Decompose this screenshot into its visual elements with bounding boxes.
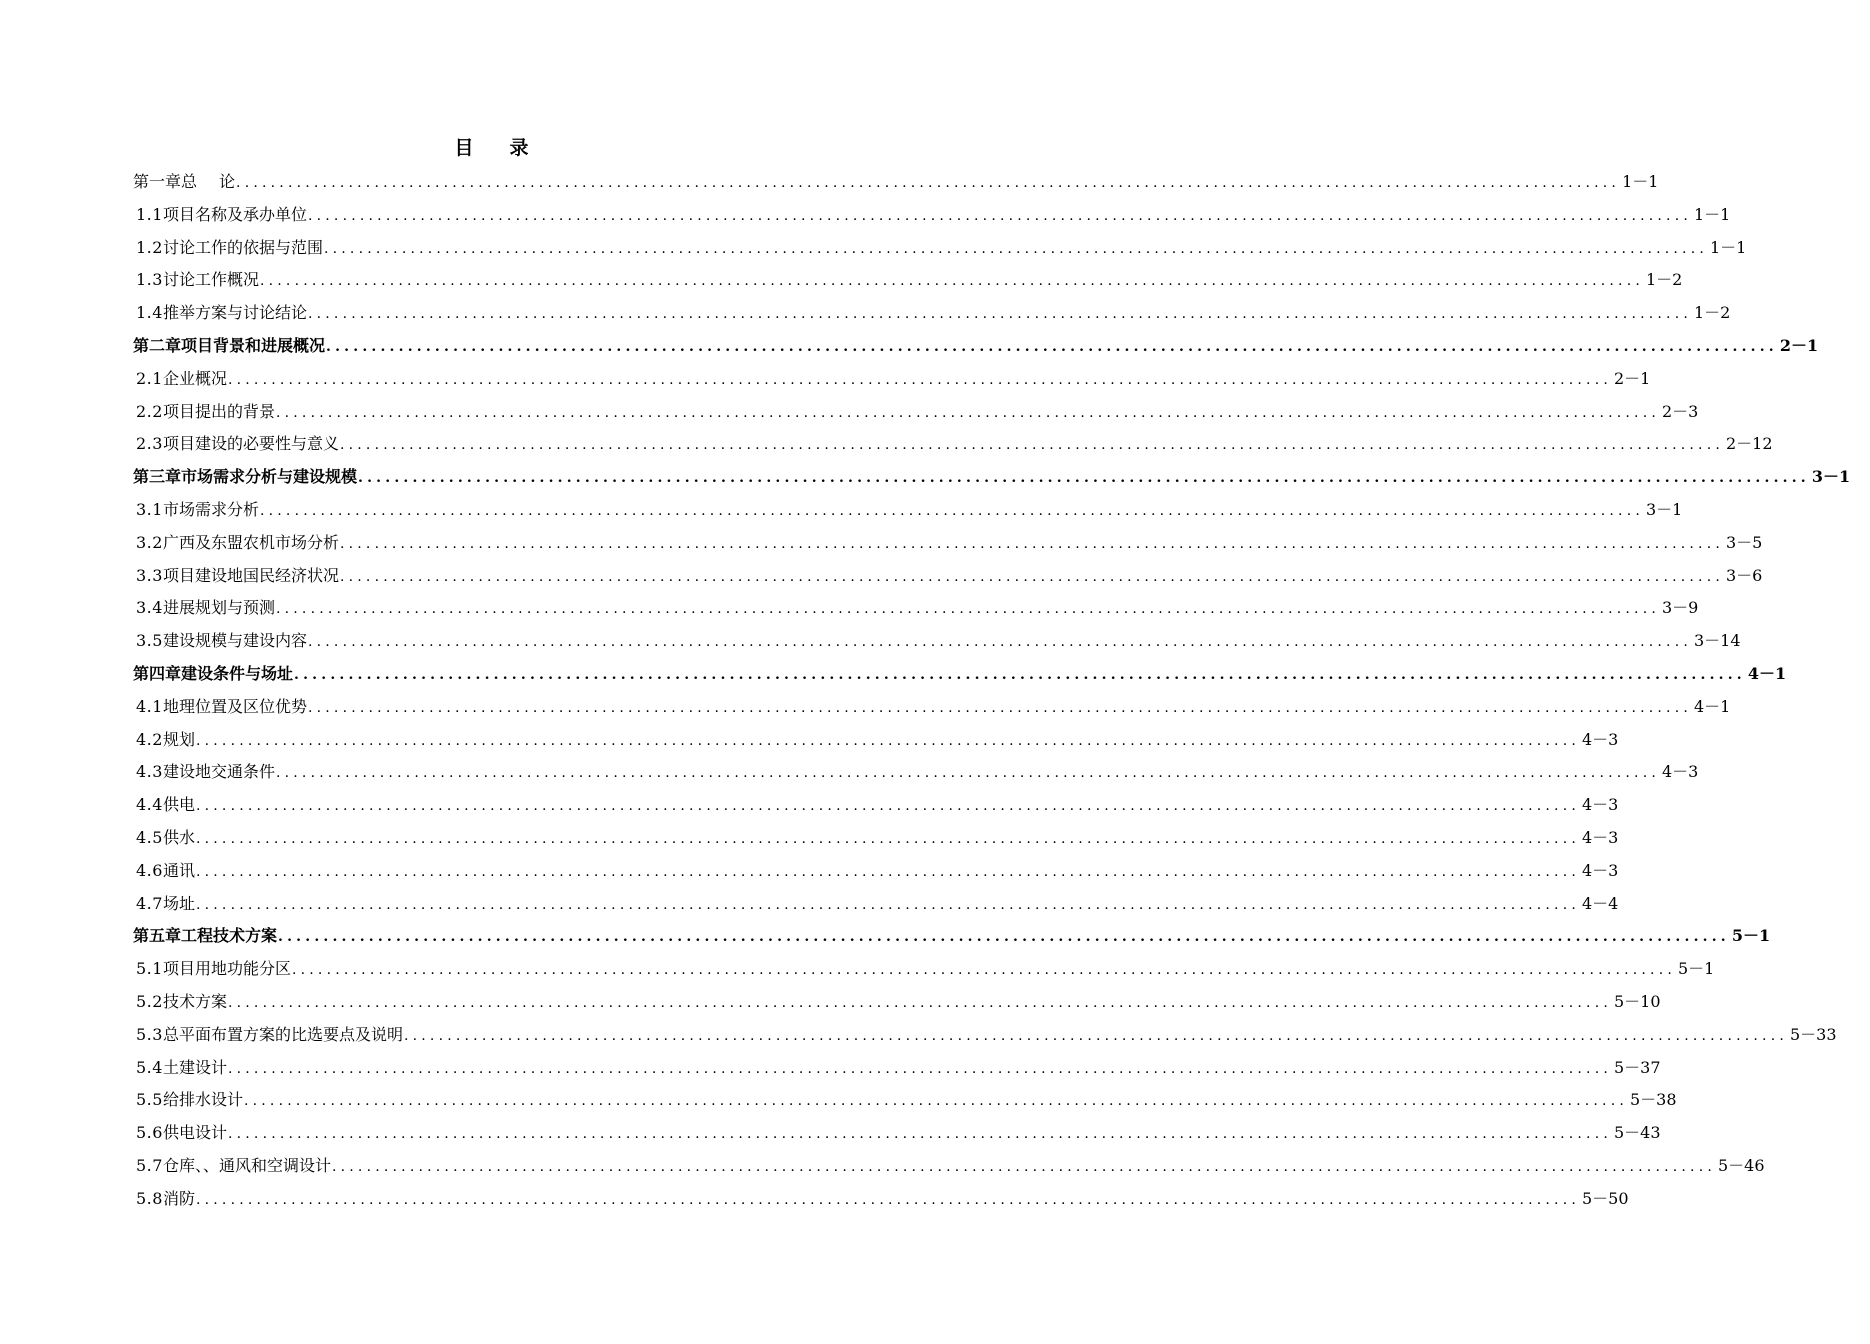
toc-page-number: 3－1 bbox=[1811, 467, 1851, 487]
toc-section-row[interactable] bbox=[133, 363, 1651, 396]
dot-leader: ................................................................................................................................................................ bbox=[278, 929, 1730, 946]
toc-entry-number: 5.4 bbox=[136, 1057, 163, 1077]
toc-section-row[interactable] bbox=[133, 953, 1715, 986]
toc-page-number: 3－6 bbox=[1726, 565, 1763, 585]
toc-page-number: 5－1 bbox=[1678, 959, 1715, 979]
toc-entry-number: 3.5 bbox=[136, 631, 163, 651]
toc-entry-number: 3.3 bbox=[136, 565, 163, 585]
toc-chapter-row[interactable] bbox=[133, 658, 1787, 691]
toc-section-row[interactable] bbox=[133, 592, 1699, 625]
toc-entry-number: 第三章 bbox=[133, 467, 182, 487]
toc-section-row[interactable] bbox=[133, 494, 1683, 527]
toc-section-row[interactable] bbox=[133, 822, 1619, 855]
toc-entry-title: 供电 bbox=[162, 795, 195, 815]
toc-entry-title: 进展规划与预测 bbox=[162, 598, 275, 618]
toc-page-number: 5－1 bbox=[1731, 926, 1771, 946]
toc-page-number: 5－33 bbox=[1790, 1024, 1837, 1044]
toc-page-number: 3－9 bbox=[1662, 598, 1699, 618]
toc-entry-number: 4.3 bbox=[136, 762, 163, 782]
toc-section-row[interactable] bbox=[133, 1052, 1661, 1085]
toc-page-number: 4－1 bbox=[1694, 696, 1731, 716]
dot-leader: ................................................................................................................................................................ bbox=[243, 1093, 1628, 1110]
toc-section-row[interactable] bbox=[133, 888, 1619, 921]
toc-entry-number: 4.2 bbox=[136, 729, 163, 749]
toc-entry-number: 4.7 bbox=[136, 893, 163, 913]
dot-leader: ................................................................................................................................................................ bbox=[236, 175, 1621, 191]
dot-leader: ................................................................................................................................................................ bbox=[307, 207, 1692, 224]
toc-entry-number: 2.1 bbox=[136, 368, 163, 388]
toc-entry-title: 总平面布置方案的比选要点及说明 bbox=[162, 1024, 403, 1044]
dot-leader: ................................................................................................................................................................ bbox=[275, 765, 1660, 782]
dot-leader: ................................................................................................................................................................ bbox=[403, 1027, 1788, 1044]
dot-leader: ................................................................................................................................................................ bbox=[339, 535, 1724, 552]
toc-entry-title-part: 论 bbox=[219, 172, 236, 191]
toc-entry-title: 地理位置及区位优势 bbox=[162, 696, 307, 716]
toc-section-row[interactable] bbox=[133, 724, 1619, 757]
toc-entry-title: 给排水设计 bbox=[162, 1090, 243, 1110]
dot-leader: ................................................................................................................................................................ bbox=[195, 1191, 1580, 1208]
toc-page-number: 5－38 bbox=[1630, 1090, 1677, 1110]
dot-leader: ................................................................................................................................................................ bbox=[291, 962, 1676, 979]
toc-section-row[interactable] bbox=[133, 1183, 1629, 1216]
dot-leader: ................................................................................................................................................................ bbox=[195, 830, 1580, 847]
toc-section-row[interactable] bbox=[133, 1019, 1837, 1052]
toc-entry-number: 第一章 bbox=[133, 172, 182, 191]
toc-page-number: 5－50 bbox=[1582, 1188, 1629, 1208]
dot-leader: ................................................................................................................................................................ bbox=[294, 666, 1746, 683]
toc-entry-title: 项目名称及承办单位 bbox=[162, 204, 307, 224]
toc-page-number: 4－3 bbox=[1582, 827, 1619, 847]
dot-leader: ................................................................................................................................................................ bbox=[195, 863, 1580, 880]
toc-chapter-row[interactable] bbox=[133, 166, 1659, 199]
toc-page-number: 2－12 bbox=[1726, 434, 1773, 454]
toc-page-number: 5－43 bbox=[1614, 1123, 1661, 1143]
toc-section-row[interactable] bbox=[133, 1117, 1661, 1150]
dot-leader: ................................................................................................................................................................ bbox=[195, 732, 1580, 749]
toc-chapter-row[interactable] bbox=[133, 330, 1819, 363]
dot-leader: ................................................................................................................................................................ bbox=[227, 994, 1612, 1011]
toc-page-number: 4－1 bbox=[1747, 663, 1787, 683]
toc-section-row[interactable] bbox=[133, 789, 1619, 822]
toc-entry-number: 1.1 bbox=[136, 204, 163, 224]
toc-entry-number: 第四章 bbox=[133, 663, 182, 683]
dot-leader: ................................................................................................................................................................ bbox=[275, 404, 1660, 421]
dot-leader: ................................................................................................................................................................ bbox=[307, 634, 1692, 651]
toc-entry-title: 建设地交通条件 bbox=[162, 762, 275, 782]
toc-entry-number: 1.3 bbox=[136, 270, 163, 290]
toc-page-number: 5－37 bbox=[1614, 1057, 1661, 1077]
toc-page-number: 3－5 bbox=[1726, 532, 1763, 552]
toc-entry-number: 5.7 bbox=[136, 1155, 163, 1175]
toc-entry-number: 5.6 bbox=[136, 1123, 163, 1143]
toc-page-number: 5－10 bbox=[1614, 991, 1661, 1011]
toc-entry-number: 5.2 bbox=[136, 991, 163, 1011]
toc-section-row[interactable] bbox=[133, 527, 1763, 560]
toc-entry-title: 建设条件与场址 bbox=[181, 663, 294, 683]
toc-section-row[interactable] bbox=[133, 297, 1731, 330]
toc-section-row[interactable] bbox=[133, 691, 1731, 724]
toc-entry-title: 市场需求分析 bbox=[162, 499, 259, 519]
toc-page-number: 4－3 bbox=[1582, 729, 1619, 749]
toc-entry-title: 场址 bbox=[162, 893, 195, 913]
toc-entry-title: 仓库、、通风和空调设计 bbox=[162, 1155, 331, 1175]
toc-page-number: 2－1 bbox=[1614, 368, 1651, 388]
toc-page-number: 1－1 bbox=[1622, 172, 1659, 191]
toc-section-row[interactable] bbox=[133, 560, 1763, 593]
toc-entry-number: 1.2 bbox=[136, 237, 163, 257]
toc-entry-number: 4.4 bbox=[136, 795, 163, 815]
dot-leader: ................................................................................................................................................................ bbox=[323, 240, 1708, 257]
toc-page-number: 2－3 bbox=[1662, 401, 1699, 421]
toc-entry-number: 4.6 bbox=[136, 860, 163, 880]
toc-section-row[interactable] bbox=[133, 986, 1661, 1019]
toc-page-number: 4－3 bbox=[1582, 860, 1619, 880]
page-title bbox=[0, 134, 985, 162]
dot-leader: ................................................................................................................................................................ bbox=[275, 601, 1660, 618]
toc-section-row[interactable] bbox=[133, 428, 1773, 461]
dot-leader: ................................................................................................................................................................ bbox=[339, 568, 1724, 585]
toc-entry-number: 3.4 bbox=[136, 598, 163, 618]
title-part-1: 目 bbox=[454, 137, 476, 159]
dot-leader: ................................................................................................................................................................ bbox=[307, 306, 1692, 323]
toc-page-number: 4－4 bbox=[1582, 893, 1619, 913]
dot-leader: ................................................................................................................................................................ bbox=[307, 699, 1692, 716]
toc-page-number: 5－46 bbox=[1718, 1155, 1765, 1175]
dot-leader: ................................................................................................................................................................ bbox=[326, 338, 1778, 355]
dot-leader: ................................................................................................................................................................ bbox=[195, 896, 1580, 913]
toc-entry-number: 2.3 bbox=[136, 434, 163, 454]
toc-section-row[interactable] bbox=[133, 199, 1731, 232]
toc-section-row[interactable] bbox=[133, 855, 1619, 888]
dot-leader: ................................................................................................................................................................ bbox=[227, 1060, 1612, 1077]
toc-entry-title: 推举方案与讨论结论 bbox=[162, 303, 307, 323]
toc-entry-title: 工程技术方案 bbox=[181, 926, 278, 946]
toc-page-number: 1－2 bbox=[1646, 270, 1683, 290]
toc-entry-title: 消防 bbox=[162, 1188, 195, 1208]
toc-entry-title: 项目背景和进展概况 bbox=[181, 335, 326, 355]
toc-entry-title: 通讯 bbox=[162, 860, 195, 880]
toc-entry-number: 2.2 bbox=[136, 401, 163, 421]
dot-leader: ................................................................................................................................................................ bbox=[331, 1158, 1716, 1175]
toc-entry-title: 项目用地功能分区 bbox=[162, 959, 291, 979]
toc-entry-number: 3.1 bbox=[136, 499, 163, 519]
toc-entry-number: 5.8 bbox=[136, 1188, 163, 1208]
toc-entry-title: 技术方案 bbox=[162, 991, 227, 1011]
dot-leader: ................................................................................................................................................................ bbox=[339, 437, 1724, 454]
toc-page-number: 3－1 bbox=[1646, 499, 1683, 519]
toc-section-row[interactable] bbox=[133, 625, 1741, 658]
toc-chapter-row[interactable] bbox=[133, 461, 1851, 494]
toc-entry-title: 讨论工作概况 bbox=[162, 270, 259, 290]
toc-page-number: 3－14 bbox=[1694, 631, 1741, 651]
toc-entry-title: 土建设计 bbox=[162, 1057, 227, 1077]
toc-section-row[interactable] bbox=[133, 1150, 1765, 1183]
toc-entry-number: 5.3 bbox=[136, 1024, 163, 1044]
toc-entry-title: 市场需求分析与建设规模 bbox=[181, 467, 358, 487]
toc-entry-number: 第二章 bbox=[133, 335, 182, 355]
toc-page-number: 1－1 bbox=[1710, 237, 1747, 257]
dot-leader: ................................................................................................................................................................ bbox=[259, 273, 1644, 290]
toc-page-number: 2－1 bbox=[1779, 335, 1819, 355]
table-of-contents bbox=[133, 166, 1851, 1216]
dot-leader: ................................................................................................................................................................ bbox=[358, 470, 1810, 487]
toc-entry-number: 4.5 bbox=[136, 827, 163, 847]
toc-page-number: 4－3 bbox=[1662, 762, 1699, 782]
toc-section-row[interactable] bbox=[133, 756, 1699, 789]
toc-section-row[interactable] bbox=[133, 264, 1683, 297]
toc-page-number: 4－3 bbox=[1582, 795, 1619, 815]
toc-entry-title: 项目提出的背景 bbox=[162, 401, 275, 421]
toc-entry-title bbox=[181, 166, 235, 199]
toc-entry-title: 企业概况 bbox=[162, 368, 227, 388]
toc-entry-number: 第五章 bbox=[133, 926, 182, 946]
dot-leader: ................................................................................................................................................................ bbox=[227, 1126, 1612, 1143]
toc-entry-number: 5.1 bbox=[136, 959, 163, 979]
dot-leader: ................................................................................................................................................................ bbox=[195, 798, 1580, 815]
title-part-2: 录 bbox=[509, 137, 531, 159]
toc-entry-number: 1.4 bbox=[136, 303, 163, 323]
toc-page-number: 1－2 bbox=[1694, 303, 1731, 323]
toc-section-row[interactable] bbox=[133, 1084, 1677, 1117]
toc-entry-title: 讨论工作的依据与范围 bbox=[162, 237, 323, 257]
toc-section-row[interactable] bbox=[133, 396, 1699, 429]
toc-entry-title: 项目建设地国民经济状况 bbox=[162, 565, 339, 585]
toc-entry-title: 广西及东盟农机市场分析 bbox=[162, 532, 339, 552]
toc-entry-number: 5.5 bbox=[136, 1090, 163, 1110]
toc-entry-title: 供水 bbox=[162, 827, 195, 847]
toc-entry-number: 3.2 bbox=[136, 532, 163, 552]
toc-page-number: 1－1 bbox=[1694, 204, 1731, 224]
toc-chapter-row[interactable] bbox=[133, 920, 1771, 953]
toc-entry-number: 4.1 bbox=[136, 696, 163, 716]
dot-leader: ................................................................................................................................................................ bbox=[227, 371, 1612, 388]
toc-entry-title: 建设规模与建设内容 bbox=[162, 631, 307, 651]
dot-leader: ................................................................................................................................................................ bbox=[259, 502, 1644, 519]
toc-entry-title: 供电设计 bbox=[162, 1123, 227, 1143]
toc-entry-title: 项目建设的必要性与意义 bbox=[162, 434, 339, 454]
toc-section-row[interactable] bbox=[133, 232, 1747, 265]
toc-entry-title-part: 总 bbox=[181, 172, 198, 191]
toc-entry-title: 规划 bbox=[162, 729, 195, 749]
